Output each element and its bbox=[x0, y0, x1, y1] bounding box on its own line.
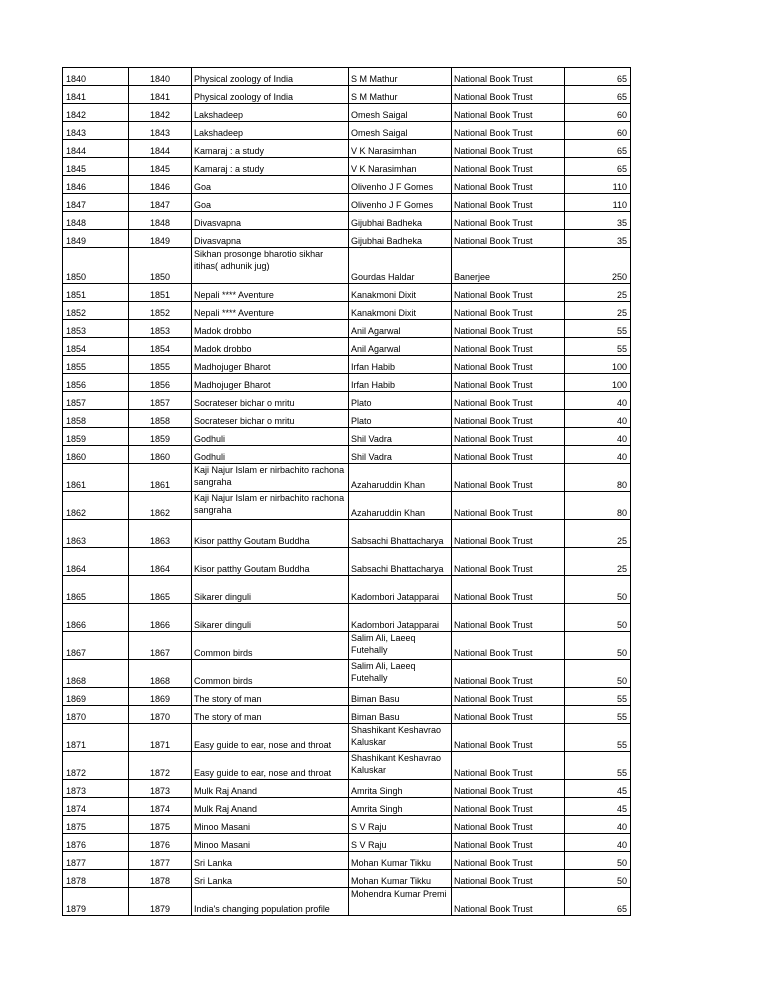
title-cell: Madok drobbo bbox=[192, 338, 349, 356]
publisher-cell: National Book Trust bbox=[452, 140, 565, 158]
table-row bbox=[63, 158, 631, 176]
table-row bbox=[63, 888, 631, 916]
price-cell: 50 bbox=[565, 604, 631, 632]
publisher-cell: National Book Trust bbox=[452, 576, 565, 604]
serial-cell: 1858 bbox=[63, 410, 129, 428]
price-cell: 65 bbox=[565, 86, 631, 104]
accession-cell: 1858 bbox=[129, 410, 192, 428]
price-cell: 50 bbox=[565, 660, 631, 688]
publisher-cell: National Book Trust bbox=[452, 780, 565, 798]
table-row bbox=[63, 752, 631, 780]
accession-cell: 1868 bbox=[129, 660, 192, 688]
title-cell: Socrateser bichar o mritu bbox=[192, 410, 349, 428]
publisher-cell: National Book Trust bbox=[452, 392, 565, 410]
accession-cell: 1879 bbox=[129, 888, 192, 916]
table-row bbox=[63, 248, 631, 284]
author-cell: Irfan Habib bbox=[349, 356, 452, 374]
price-cell: 65 bbox=[565, 68, 631, 86]
price-cell: 55 bbox=[565, 706, 631, 724]
accession-cell: 1847 bbox=[129, 194, 192, 212]
title-cell: Madhojuger Bharot bbox=[192, 356, 349, 374]
publisher-cell: National Book Trust bbox=[452, 158, 565, 176]
table-row bbox=[63, 176, 631, 194]
title-cell: Sikarer dinguli bbox=[192, 576, 349, 604]
table-row bbox=[63, 338, 631, 356]
publisher-cell: National Book Trust bbox=[452, 888, 565, 916]
author-cell: Salim Ali, Laeeq Futehally bbox=[349, 632, 452, 660]
table-row bbox=[63, 68, 631, 86]
title-cell: Common birds bbox=[192, 632, 349, 660]
title-cell: Common birds bbox=[192, 660, 349, 688]
author-cell: Azaharuddin Khan bbox=[349, 464, 452, 492]
publisher-cell: National Book Trust bbox=[452, 752, 565, 780]
accession-cell: 1848 bbox=[129, 212, 192, 230]
price-cell: 250 bbox=[565, 248, 631, 284]
author-cell: Amrita Singh bbox=[349, 798, 452, 816]
title-cell: Socrateser bichar o mritu bbox=[192, 392, 349, 410]
accession-cell: 1869 bbox=[129, 688, 192, 706]
accession-cell: 1859 bbox=[129, 428, 192, 446]
serial-cell: 1867 bbox=[63, 632, 129, 660]
publisher-cell: National Book Trust bbox=[452, 852, 565, 870]
serial-cell: 1864 bbox=[63, 548, 129, 576]
author-cell: Anil Agarwal bbox=[349, 320, 452, 338]
accession-cell: 1878 bbox=[129, 870, 192, 888]
price-cell: 40 bbox=[565, 410, 631, 428]
serial-cell: 1843 bbox=[63, 122, 129, 140]
publisher-cell: National Book Trust bbox=[452, 604, 565, 632]
serial-cell: 1844 bbox=[63, 140, 129, 158]
table-row bbox=[63, 816, 631, 834]
author-cell: Shashikant Keshavrao Kaluskar bbox=[349, 752, 452, 780]
publisher-cell: National Book Trust bbox=[452, 410, 565, 428]
title-cell: Goa bbox=[192, 194, 349, 212]
title-cell: Sri Lanka bbox=[192, 852, 349, 870]
serial-cell: 1879 bbox=[63, 888, 129, 916]
table-row bbox=[63, 576, 631, 604]
serial-cell: 1863 bbox=[63, 520, 129, 548]
table-row bbox=[63, 548, 631, 576]
table-row bbox=[63, 632, 631, 660]
serial-cell: 1859 bbox=[63, 428, 129, 446]
title-cell: Sikarer dinguli bbox=[192, 604, 349, 632]
table-row bbox=[63, 870, 631, 888]
publisher-cell: National Book Trust bbox=[452, 706, 565, 724]
author-cell: S V Raju bbox=[349, 816, 452, 834]
accession-cell: 1850 bbox=[129, 248, 192, 284]
publisher-cell: National Book Trust bbox=[452, 194, 565, 212]
table-row bbox=[63, 212, 631, 230]
price-cell: 65 bbox=[565, 158, 631, 176]
accession-cell: 1870 bbox=[129, 706, 192, 724]
title-cell: Madok drobbo bbox=[192, 320, 349, 338]
serial-cell: 1855 bbox=[63, 356, 129, 374]
accession-cell: 1842 bbox=[129, 104, 192, 122]
serial-cell: 1866 bbox=[63, 604, 129, 632]
price-cell: 25 bbox=[565, 284, 631, 302]
serial-cell: 1857 bbox=[63, 392, 129, 410]
serial-cell: 1850 bbox=[63, 248, 129, 284]
accession-cell: 1840 bbox=[129, 68, 192, 86]
table-row bbox=[63, 374, 631, 392]
author-cell: Salim Ali, Laeeq Futehally bbox=[349, 660, 452, 688]
book-register-table bbox=[62, 67, 631, 916]
table-row bbox=[63, 140, 631, 158]
title-cell: Sri Lanka bbox=[192, 870, 349, 888]
table-row bbox=[63, 446, 631, 464]
table-row bbox=[63, 798, 631, 816]
price-cell: 25 bbox=[565, 520, 631, 548]
accession-cell: 1857 bbox=[129, 392, 192, 410]
accession-cell: 1852 bbox=[129, 302, 192, 320]
accession-cell: 1867 bbox=[129, 632, 192, 660]
table-row bbox=[63, 852, 631, 870]
serial-cell: 1841 bbox=[63, 86, 129, 104]
serial-cell: 1846 bbox=[63, 176, 129, 194]
author-cell: Omesh Saigal bbox=[349, 104, 452, 122]
table-row bbox=[63, 230, 631, 248]
serial-cell: 1873 bbox=[63, 780, 129, 798]
serial-cell: 1849 bbox=[63, 230, 129, 248]
accession-cell: 1854 bbox=[129, 338, 192, 356]
serial-cell: 1869 bbox=[63, 688, 129, 706]
author-cell: Biman Basu bbox=[349, 688, 452, 706]
serial-cell: 1853 bbox=[63, 320, 129, 338]
table-row bbox=[63, 688, 631, 706]
price-cell: 50 bbox=[565, 632, 631, 660]
serial-cell: 1856 bbox=[63, 374, 129, 392]
serial-cell: 1868 bbox=[63, 660, 129, 688]
publisher-cell: National Book Trust bbox=[452, 492, 565, 520]
author-cell: Anil Agarwal bbox=[349, 338, 452, 356]
author-cell: Kanakmoni Dixit bbox=[349, 302, 452, 320]
price-cell: 40 bbox=[565, 834, 631, 852]
price-cell: 25 bbox=[565, 302, 631, 320]
price-cell: 40 bbox=[565, 392, 631, 410]
serial-cell: 1852 bbox=[63, 302, 129, 320]
serial-cell: 1876 bbox=[63, 834, 129, 852]
serial-cell: 1861 bbox=[63, 464, 129, 492]
accession-cell: 1855 bbox=[129, 356, 192, 374]
title-cell: Nepali **** Aventure bbox=[192, 284, 349, 302]
price-cell: 60 bbox=[565, 104, 631, 122]
accession-cell: 1875 bbox=[129, 816, 192, 834]
author-cell: Gourdas Haldar bbox=[349, 248, 452, 284]
table-row bbox=[63, 464, 631, 492]
author-cell: Olivenho J F Gomes bbox=[349, 176, 452, 194]
title-cell: Mulk Raj Anand bbox=[192, 780, 349, 798]
price-cell: 35 bbox=[565, 230, 631, 248]
publisher-cell: National Book Trust bbox=[452, 632, 565, 660]
accession-cell: 1874 bbox=[129, 798, 192, 816]
publisher-cell: Banerjee bbox=[452, 248, 565, 284]
table-row bbox=[63, 194, 631, 212]
price-cell: 55 bbox=[565, 688, 631, 706]
publisher-cell: National Book Trust bbox=[452, 548, 565, 576]
price-cell: 45 bbox=[565, 780, 631, 798]
publisher-cell: National Book Trust bbox=[452, 212, 565, 230]
title-cell: Kaji Najur Islam er nirbachito rachona sangraha bbox=[192, 492, 349, 520]
title-cell: Lakshadeep bbox=[192, 104, 349, 122]
price-cell: 50 bbox=[565, 852, 631, 870]
title-cell: Godhuli bbox=[192, 428, 349, 446]
table-row bbox=[63, 604, 631, 632]
table-row bbox=[63, 284, 631, 302]
serial-cell: 1854 bbox=[63, 338, 129, 356]
price-cell: 110 bbox=[565, 194, 631, 212]
price-cell: 80 bbox=[565, 464, 631, 492]
accession-cell: 1856 bbox=[129, 374, 192, 392]
table-row bbox=[63, 104, 631, 122]
publisher-cell: National Book Trust bbox=[452, 104, 565, 122]
accession-cell: 1861 bbox=[129, 464, 192, 492]
accession-cell: 1876 bbox=[129, 834, 192, 852]
author-cell: Shil Vadra bbox=[349, 446, 452, 464]
publisher-cell: National Book Trust bbox=[452, 724, 565, 752]
author-cell: S V Raju bbox=[349, 834, 452, 852]
author-cell: Mohendra Kumar Premi bbox=[349, 888, 452, 916]
title-cell: Mulk Raj Anand bbox=[192, 798, 349, 816]
publisher-cell: National Book Trust bbox=[452, 356, 565, 374]
publisher-cell: National Book Trust bbox=[452, 338, 565, 356]
author-cell: Sabsachi Bhattacharya bbox=[349, 548, 452, 576]
publisher-cell: National Book Trust bbox=[452, 320, 565, 338]
table-row bbox=[63, 492, 631, 520]
title-cell: Nepali **** Aventure bbox=[192, 302, 349, 320]
price-cell: 55 bbox=[565, 338, 631, 356]
title-cell: Lakshadeep bbox=[192, 122, 349, 140]
price-cell: 40 bbox=[565, 446, 631, 464]
author-cell: Olivenho J F Gomes bbox=[349, 194, 452, 212]
author-cell: Mohan Kumar Tikku bbox=[349, 870, 452, 888]
publisher-cell: National Book Trust bbox=[452, 86, 565, 104]
serial-cell: 1871 bbox=[63, 724, 129, 752]
author-cell: Omesh Saigal bbox=[349, 122, 452, 140]
author-cell: V K Narasimhan bbox=[349, 140, 452, 158]
price-cell: 55 bbox=[565, 752, 631, 780]
price-cell: 60 bbox=[565, 122, 631, 140]
table-row bbox=[63, 410, 631, 428]
serial-cell: 1847 bbox=[63, 194, 129, 212]
publisher-cell: National Book Trust bbox=[452, 176, 565, 194]
accession-cell: 1863 bbox=[129, 520, 192, 548]
publisher-cell: National Book Trust bbox=[452, 68, 565, 86]
price-cell: 100 bbox=[565, 374, 631, 392]
author-cell: Azaharuddin Khan bbox=[349, 492, 452, 520]
accession-cell: 1841 bbox=[129, 86, 192, 104]
accession-cell: 1851 bbox=[129, 284, 192, 302]
serial-cell: 1872 bbox=[63, 752, 129, 780]
publisher-cell: National Book Trust bbox=[452, 870, 565, 888]
price-cell: 40 bbox=[565, 816, 631, 834]
serial-cell: 1875 bbox=[63, 816, 129, 834]
publisher-cell: National Book Trust bbox=[452, 284, 565, 302]
author-cell: Biman Basu bbox=[349, 706, 452, 724]
publisher-cell: National Book Trust bbox=[452, 834, 565, 852]
accession-cell: 1866 bbox=[129, 604, 192, 632]
author-cell: V K Narasimhan bbox=[349, 158, 452, 176]
serial-cell: 1860 bbox=[63, 446, 129, 464]
table-row bbox=[63, 834, 631, 852]
accession-cell: 1849 bbox=[129, 230, 192, 248]
serial-cell: 1870 bbox=[63, 706, 129, 724]
serial-cell: 1862 bbox=[63, 492, 129, 520]
accession-cell: 1860 bbox=[129, 446, 192, 464]
title-cell: Physical zoology of India bbox=[192, 68, 349, 86]
accession-cell: 1872 bbox=[129, 752, 192, 780]
table-row bbox=[63, 428, 631, 446]
author-cell: Plato bbox=[349, 392, 452, 410]
title-cell: Madhojuger Bharot bbox=[192, 374, 349, 392]
table-row bbox=[63, 724, 631, 752]
table-row bbox=[63, 520, 631, 548]
title-cell: The story of man bbox=[192, 706, 349, 724]
publisher-cell: National Book Trust bbox=[452, 688, 565, 706]
title-cell: Kamaraj : a study bbox=[192, 140, 349, 158]
serial-cell: 1874 bbox=[63, 798, 129, 816]
accession-cell: 1873 bbox=[129, 780, 192, 798]
author-cell: Kadombori Jatapparai bbox=[349, 576, 452, 604]
accession-cell: 1862 bbox=[129, 492, 192, 520]
price-cell: 55 bbox=[565, 320, 631, 338]
serial-cell: 1848 bbox=[63, 212, 129, 230]
publisher-cell: National Book Trust bbox=[452, 660, 565, 688]
accession-cell: 1845 bbox=[129, 158, 192, 176]
price-cell: 35 bbox=[565, 212, 631, 230]
title-cell: India's changing population profile bbox=[192, 888, 349, 916]
price-cell: 40 bbox=[565, 428, 631, 446]
table-row bbox=[63, 356, 631, 374]
accession-cell: 1853 bbox=[129, 320, 192, 338]
publisher-cell: National Book Trust bbox=[452, 816, 565, 834]
title-cell: Sikhan prosonge bharotio sikhar itihas( adhunik jug) bbox=[192, 248, 349, 284]
accession-cell: 1844 bbox=[129, 140, 192, 158]
author-cell: S M Mathur bbox=[349, 68, 452, 86]
price-cell: 80 bbox=[565, 492, 631, 520]
price-cell: 50 bbox=[565, 576, 631, 604]
price-cell: 25 bbox=[565, 548, 631, 576]
serial-cell: 1877 bbox=[63, 852, 129, 870]
author-cell: Amrita Singh bbox=[349, 780, 452, 798]
title-cell: Kisor patthy Goutam Buddha bbox=[192, 548, 349, 576]
price-cell: 55 bbox=[565, 724, 631, 752]
title-cell: Divasvapna bbox=[192, 230, 349, 248]
price-cell: 100 bbox=[565, 356, 631, 374]
accession-cell: 1871 bbox=[129, 724, 192, 752]
table-row bbox=[63, 780, 631, 798]
table-row bbox=[63, 302, 631, 320]
serial-cell: 1840 bbox=[63, 68, 129, 86]
table-row bbox=[63, 660, 631, 688]
table-row bbox=[63, 320, 631, 338]
serial-cell: 1842 bbox=[63, 104, 129, 122]
publisher-cell: National Book Trust bbox=[452, 520, 565, 548]
title-cell: Kisor patthy Goutam Buddha bbox=[192, 520, 349, 548]
title-cell: Minoo Masani bbox=[192, 816, 349, 834]
author-cell: Kanakmoni Dixit bbox=[349, 284, 452, 302]
title-cell: Kamaraj : a study bbox=[192, 158, 349, 176]
serial-cell: 1851 bbox=[63, 284, 129, 302]
author-cell: Gijubhai Badheka bbox=[349, 212, 452, 230]
author-cell: Shashikant Keshavrao Kaluskar bbox=[349, 724, 452, 752]
accession-cell: 1865 bbox=[129, 576, 192, 604]
author-cell: S M Mathur bbox=[349, 86, 452, 104]
title-cell: Minoo Masani bbox=[192, 834, 349, 852]
title-cell: Goa bbox=[192, 176, 349, 194]
serial-cell: 1845 bbox=[63, 158, 129, 176]
publisher-cell: National Book Trust bbox=[452, 798, 565, 816]
publisher-cell: National Book Trust bbox=[452, 446, 565, 464]
publisher-cell: National Book Trust bbox=[452, 302, 565, 320]
accession-cell: 1843 bbox=[129, 122, 192, 140]
publisher-cell: National Book Trust bbox=[452, 122, 565, 140]
author-cell: Shil Vadra bbox=[349, 428, 452, 446]
author-cell: Gijubhai Badheka bbox=[349, 230, 452, 248]
table-row bbox=[63, 122, 631, 140]
publisher-cell: National Book Trust bbox=[452, 374, 565, 392]
title-cell: Kaji Najur Islam er nirbachito rachona sangraha bbox=[192, 464, 349, 492]
table-body bbox=[63, 68, 631, 916]
title-cell: Easy guide to ear, nose and throat bbox=[192, 752, 349, 780]
serial-cell: 1878 bbox=[63, 870, 129, 888]
author-cell: Kadombori Jatapparai bbox=[349, 604, 452, 632]
price-cell: 50 bbox=[565, 870, 631, 888]
accession-cell: 1864 bbox=[129, 548, 192, 576]
title-cell: Easy guide to ear, nose and throat bbox=[192, 724, 349, 752]
author-cell: Mohan Kumar Tikku bbox=[349, 852, 452, 870]
price-cell: 65 bbox=[565, 888, 631, 916]
title-cell: Divasvapna bbox=[192, 212, 349, 230]
table-row bbox=[63, 392, 631, 410]
title-cell: The story of man bbox=[192, 688, 349, 706]
serial-cell: 1865 bbox=[63, 576, 129, 604]
table-row bbox=[63, 706, 631, 724]
publisher-cell: National Book Trust bbox=[452, 464, 565, 492]
price-cell: 110 bbox=[565, 176, 631, 194]
author-cell: Sabsachi Bhattacharya bbox=[349, 520, 452, 548]
author-cell: Irfan Habib bbox=[349, 374, 452, 392]
title-cell: Physical zoology of India bbox=[192, 86, 349, 104]
price-cell: 65 bbox=[565, 140, 631, 158]
publisher-cell: National Book Trust bbox=[452, 428, 565, 446]
accession-cell: 1846 bbox=[129, 176, 192, 194]
publisher-cell: National Book Trust bbox=[452, 230, 565, 248]
price-cell: 45 bbox=[565, 798, 631, 816]
author-cell: Plato bbox=[349, 410, 452, 428]
title-cell: Godhuli bbox=[192, 446, 349, 464]
accession-cell: 1877 bbox=[129, 852, 192, 870]
table-row bbox=[63, 86, 631, 104]
